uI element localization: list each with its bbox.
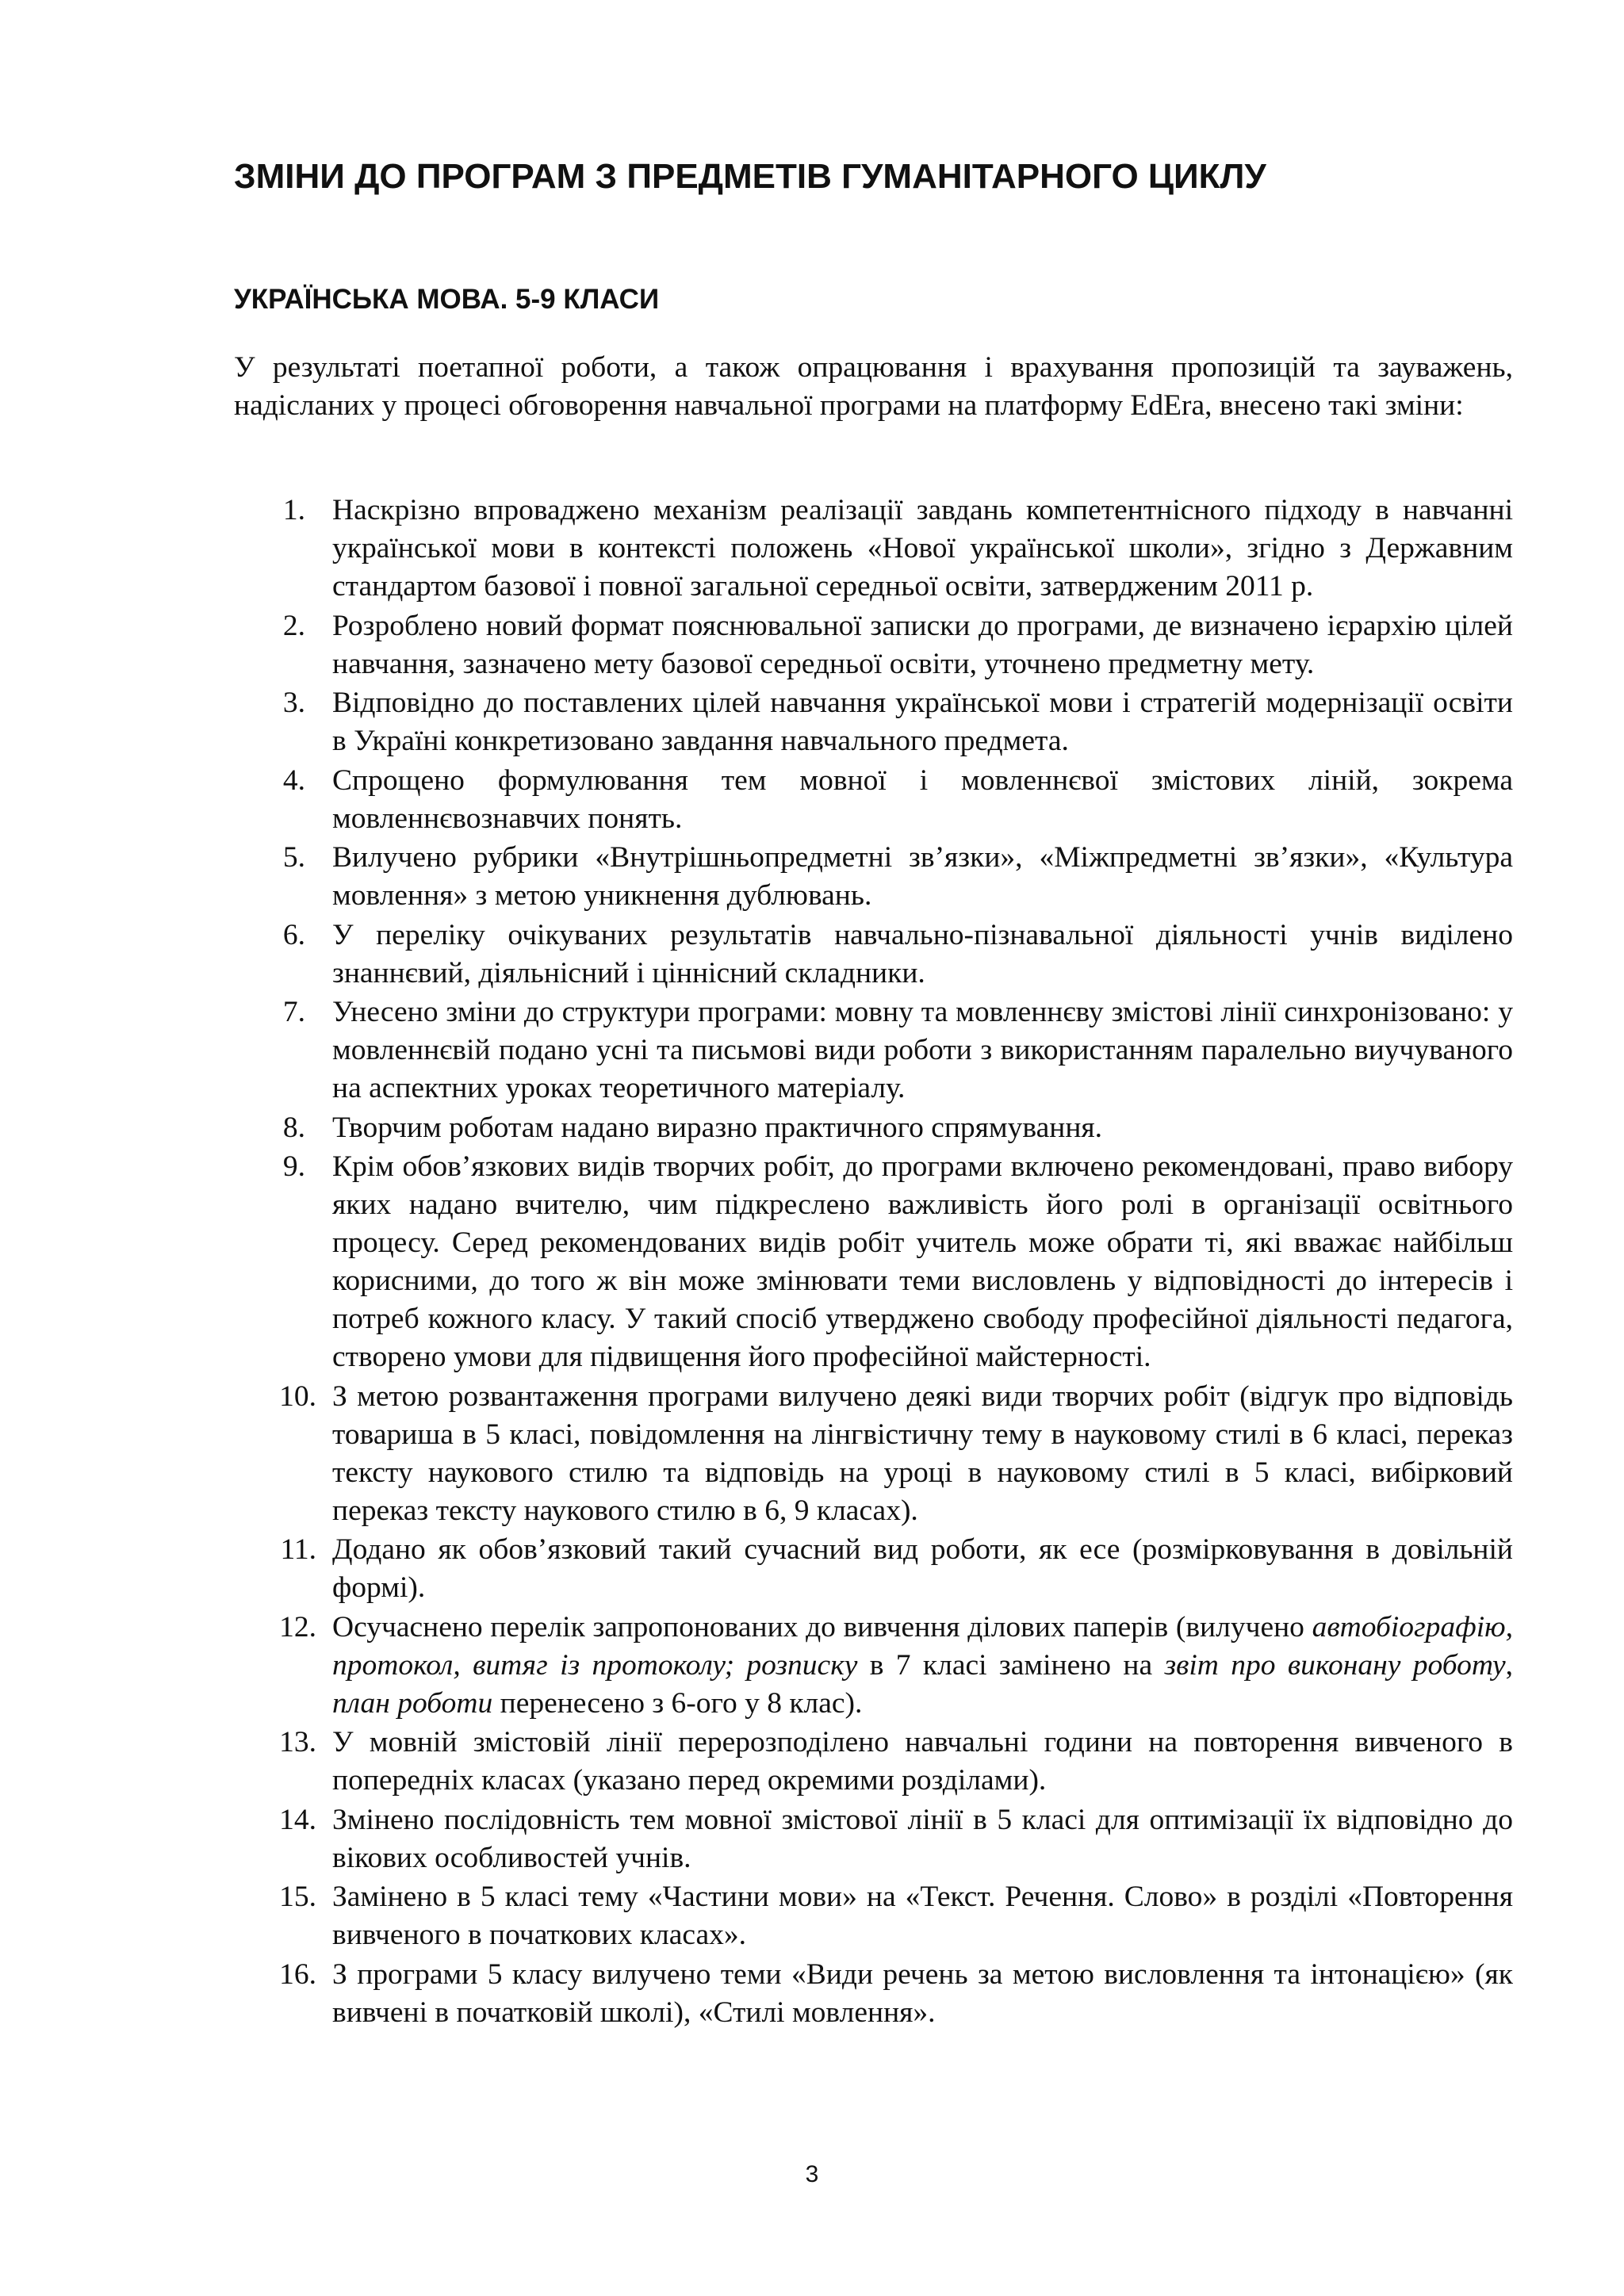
list-item-text: Вилучено рубрики «Внутрішньопредметні зв’язки», «Міжпредметні зв’язки», «Культура мовлення» з метою уникнення дублювань. bbox=[332, 841, 1513, 912]
list-item-number: 2. bbox=[282, 609, 305, 642]
list-item-number: 3. bbox=[282, 687, 305, 719]
text-segment: , bbox=[1505, 1648, 1513, 1682]
list-item-text: Змінено послідовність тем мовної змістової лінії в 5 класі для оптимізації їх відповідно до вікових особливостей учнів. bbox=[332, 1803, 1513, 1874]
list-item-text: Розроблено новий формат пояснювальної записки до програми, де визначено ієрархію цілей навчання, зазначено мету базової середньої освіти, уточнено предметну мету. bbox=[332, 609, 1513, 680]
list-item-text: Наскрізно впроваджено механізм реалізації завдань компетентнісного підходу в навчанні української мови в контексті положень «Нової української школи», згідно з Державним стандартом базової і повної загальної середньої освіти, затвердженим 2011 р. bbox=[332, 494, 1513, 603]
list-item-number: 15. bbox=[279, 1881, 316, 1913]
list-item-number: 5. bbox=[282, 841, 305, 874]
list-item-text: Відповідно до поставлених цілей навчання української мови і стратегій модернізації освіти в Україні конкретизовано завдання навчального предмета. bbox=[332, 687, 1513, 757]
list-item-number: 9. bbox=[282, 1150, 305, 1183]
list-item bbox=[234, 916, 1513, 993]
document-title: ЗМІНИ ДО ПРОГРАМ З ПРЕДМЕТІВ ГУМАНІТАРНОГО ЦИКЛУ bbox=[234, 157, 1266, 196]
list-item-text: З метою розвантаження програми вилучено деякі види творчих робіт (відгук про відповідь товариша в 5 класі, повідомлення на лінгвістичну тему в науковому стилі в 6 класі, переказ тексту наукового стилю та відповідь на уроці в науковому стилі в 5 класі, вибірковий переказ тексту наукового стилю в 6, 9 класах). bbox=[332, 1380, 1513, 1527]
intro-paragraph: У результаті поетапної роботи, а також опрацювання і врахування пропозицій та зауважень, надісланих у процесі обговорення навчальної програми на платформу EdEra, внесено такі зміни: bbox=[234, 351, 1513, 422]
list-item-number: 7. bbox=[282, 996, 305, 1028]
list-item-number: 10. bbox=[279, 1380, 316, 1413]
list-item-number: 4. bbox=[282, 763, 305, 797]
list-item-text bbox=[332, 1611, 1513, 1720]
list-item bbox=[234, 1956, 1513, 2032]
list-item bbox=[234, 1148, 1513, 1376]
text-segment: в 7 класі замінено на bbox=[857, 1648, 1165, 1682]
list-item bbox=[234, 762, 1513, 838]
list-item-number: 14. bbox=[279, 1803, 316, 1836]
text-segment: перенесено з 6-ого у 8 клас). bbox=[492, 1686, 863, 1720]
list-item-number: 16. bbox=[279, 1957, 316, 1991]
list-item-text: З програми 5 класу вилучено теми «Види речень за метою висловлення та інтонацією» (як вивчені в початковій школі), «Стилі мовлення». bbox=[332, 1957, 1513, 2029]
list-item-text: Творчим роботам надано виразно практичного спрямування. bbox=[332, 1111, 1103, 1144]
list-item bbox=[234, 1878, 1513, 1954]
list-item bbox=[234, 1378, 1513, 1530]
list-item-text: У переліку очікуваних результатів навчально-пізнавальної діяльності учнів виділено знаннєвий, діяльнісний і ціннісний складники. bbox=[332, 918, 1513, 989]
list-item bbox=[234, 1531, 1513, 1607]
list-item bbox=[234, 993, 1513, 1108]
list-item-number: 6. bbox=[282, 918, 305, 951]
list-item bbox=[234, 1724, 1513, 1800]
list-item bbox=[234, 1109, 1513, 1147]
list-item bbox=[234, 684, 1513, 760]
list-item-number: 8. bbox=[282, 1111, 305, 1144]
italic-text-segment: звіт про виконану роботу bbox=[1164, 1648, 1506, 1682]
list-item-text: Унесено зміни до структури програми: мовну та мовленнєву змістові лінії синхронізовано: у мовленнєвій подано усні та письмові види роботи з використанням паралельно виучуваного на аспектних уроках теоретичного матеріалу. bbox=[332, 996, 1513, 1104]
text-segment: Осучаснено перелік запропонованих до вивчення ділових паперів (вилучено bbox=[332, 1610, 1312, 1644]
list-item-text: Спрощено формулювання тем мовної і мовленнєвої змістових ліній, зокрема мовленнєвознавчих понять. bbox=[332, 763, 1513, 835]
changes-list bbox=[234, 492, 1513, 2033]
list-item bbox=[234, 1801, 1513, 1877]
list-item-text: Крім обов’язкових видів творчих робіт, до програми включено рекомендовані, право вибору яких надано вчителю, чим підкреслено важливість його ролі в організації освітнього процесу. Серед рекомендованих видів робіт учитель може обрати ті, які вважає найбільш корисними, до того ж він може змінювати теми висловлень у відповідності до інтересів і потреб кожного класу. У такий спосіб утверджено свободу професійної діяльності педагога, створено умови для підвищення його професійної майстерності. bbox=[332, 1150, 1513, 1373]
list-item-text: У мовній змістовій лінії перерозподілено навчальні години на повторення вивченого в попередніх класах (указано перед окремими розділами). bbox=[332, 1726, 1513, 1797]
italic-text-segment: план роботи bbox=[332, 1686, 493, 1720]
italic-text-segment: автобіографію, протокол, витяг із протоколу; розписку bbox=[332, 1610, 1513, 1682]
list-item-text: Замінено в 5 класі тему «Частини мови» на «Текст. Речення. Слово» в розділі «Повторення вивченого в початкових класах». bbox=[332, 1881, 1513, 1951]
list-item-number: 13. bbox=[279, 1726, 316, 1758]
list-item-number: 11. bbox=[280, 1533, 316, 1566]
list-item-number: 12. bbox=[279, 1610, 316, 1644]
list-item bbox=[234, 839, 1513, 915]
list-item bbox=[234, 1609, 1513, 1723]
list-item bbox=[234, 607, 1513, 683]
list-item-number: 1. bbox=[282, 494, 305, 526]
section-heading: УКРАЇНСЬКА МОВА. 5-9 КЛАСИ bbox=[234, 284, 660, 315]
page-number: 3 bbox=[805, 2161, 819, 2187]
list-item-text: Додано як обов’язковий такий сучасний вид роботи, як есе (розмірковування в довільній формі). bbox=[332, 1533, 1513, 1604]
list-item bbox=[234, 492, 1513, 606]
